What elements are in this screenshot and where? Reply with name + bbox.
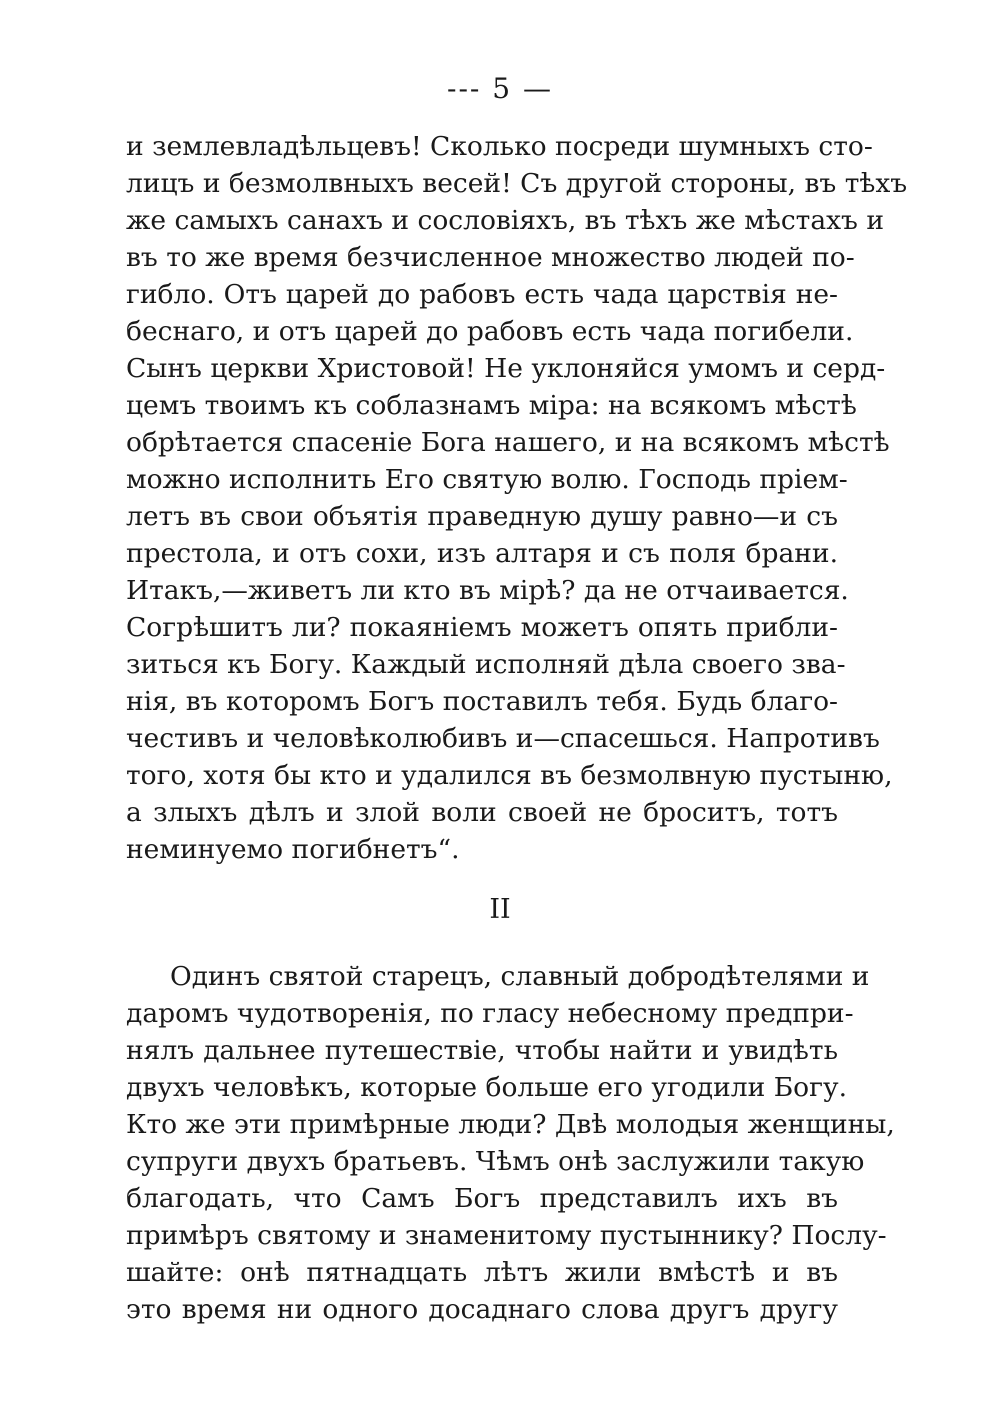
text-line: Одинъ святой старецъ, славный добродѣтелями и <box>170 961 870 992</box>
text-line: двухъ человѣкъ, которые больше его угодили Богу. <box>126 1072 848 1103</box>
text-line: можно исполнить Его святую волю. Господь пріем- <box>126 464 848 495</box>
text-line: честивъ и человѣколюбивъ и—спасешься. Напротивъ <box>126 723 880 754</box>
section-heading: II <box>489 894 511 925</box>
text-line: это время ни одного досаднаго слова другъ другу <box>126 1294 838 1325</box>
text-line: супруги двухъ братьевъ. Чѣмъ онѣ заслужили такую <box>126 1146 865 1177</box>
text-line: благодать, что Самъ Богъ представилъ ихъ въ <box>126 1183 838 1214</box>
text-line: летъ въ свои объятія праведную душу равно—и съ <box>126 501 838 532</box>
text-line: зиться къ Богу. Каждый исполняй дѣла своего зва- <box>126 649 846 680</box>
text-line: Согрѣшитъ ли? покаяніемъ можетъ опять прибли- <box>126 612 838 643</box>
text-line: шайте: онѣ пятнадцать лѣтъ жили вмѣстѣ и въ <box>126 1257 838 1288</box>
text-line: обрѣтается спасеніе Бога нашего, и на всякомъ мѣстѣ <box>126 427 890 458</box>
text-line: лицъ и безмолвныхъ весей! Съ другой стороны, въ тѣхъ <box>126 168 908 199</box>
text-line: Кто же эти примѣрные люди? Двѣ молодыя женщины, <box>126 1109 895 1140</box>
text-line: а злыхъ дѣлъ и злой воли своей не броситъ, тотъ <box>126 797 838 828</box>
text-line: въ то же время безчисленное множество людей по- <box>126 242 855 273</box>
text-line: цемъ твоимъ къ соблазнамъ міра: на всякомъ мѣстѣ <box>126 390 857 421</box>
text-line: гибло. Отъ царей до рабовъ есть чада царствія не- <box>126 279 838 310</box>
text-line: того, хотя бы кто и удалился въ безмолвную пустыню, <box>126 760 893 791</box>
text-line: неминуемо погибнетъ“. <box>126 834 460 865</box>
page-number: --- 5 — <box>447 72 553 105</box>
text-line: же самыхъ санахъ и сословіяхъ, въ тѣхъ же мѣстахъ и <box>126 205 885 236</box>
text-line: Сынъ церкви Христовой! Не уклоняйся умомъ и серд- <box>126 353 886 384</box>
paragraph-continuation <box>126 128 908 868</box>
text-line: престола, и отъ сохи, изъ алтаря и съ поля брани. <box>126 538 838 569</box>
text-line: Итакъ,—живетъ ли кто въ мірѣ? да не отчаивается. <box>126 575 849 606</box>
paragraph-section-two <box>126 958 895 1328</box>
text-line: нія, въ которомъ Богъ поставилъ тебя. Будь благо- <box>126 686 838 717</box>
text-line: беснаго, и отъ царей до рабовъ есть чада погибели. <box>126 316 854 347</box>
text-line: даромъ чудотворенія, по гласу небесному предпри- <box>126 998 854 1029</box>
text-line: и землевладѣльцевъ! Сколько посреди шумныхъ сто- <box>126 131 873 162</box>
text-line: примѣръ святому и знаменитому пустыннику? Послу- <box>126 1220 887 1251</box>
text-line: нялъ дальнее путешествіе, чтобы найти и увидѣть <box>126 1035 838 1066</box>
